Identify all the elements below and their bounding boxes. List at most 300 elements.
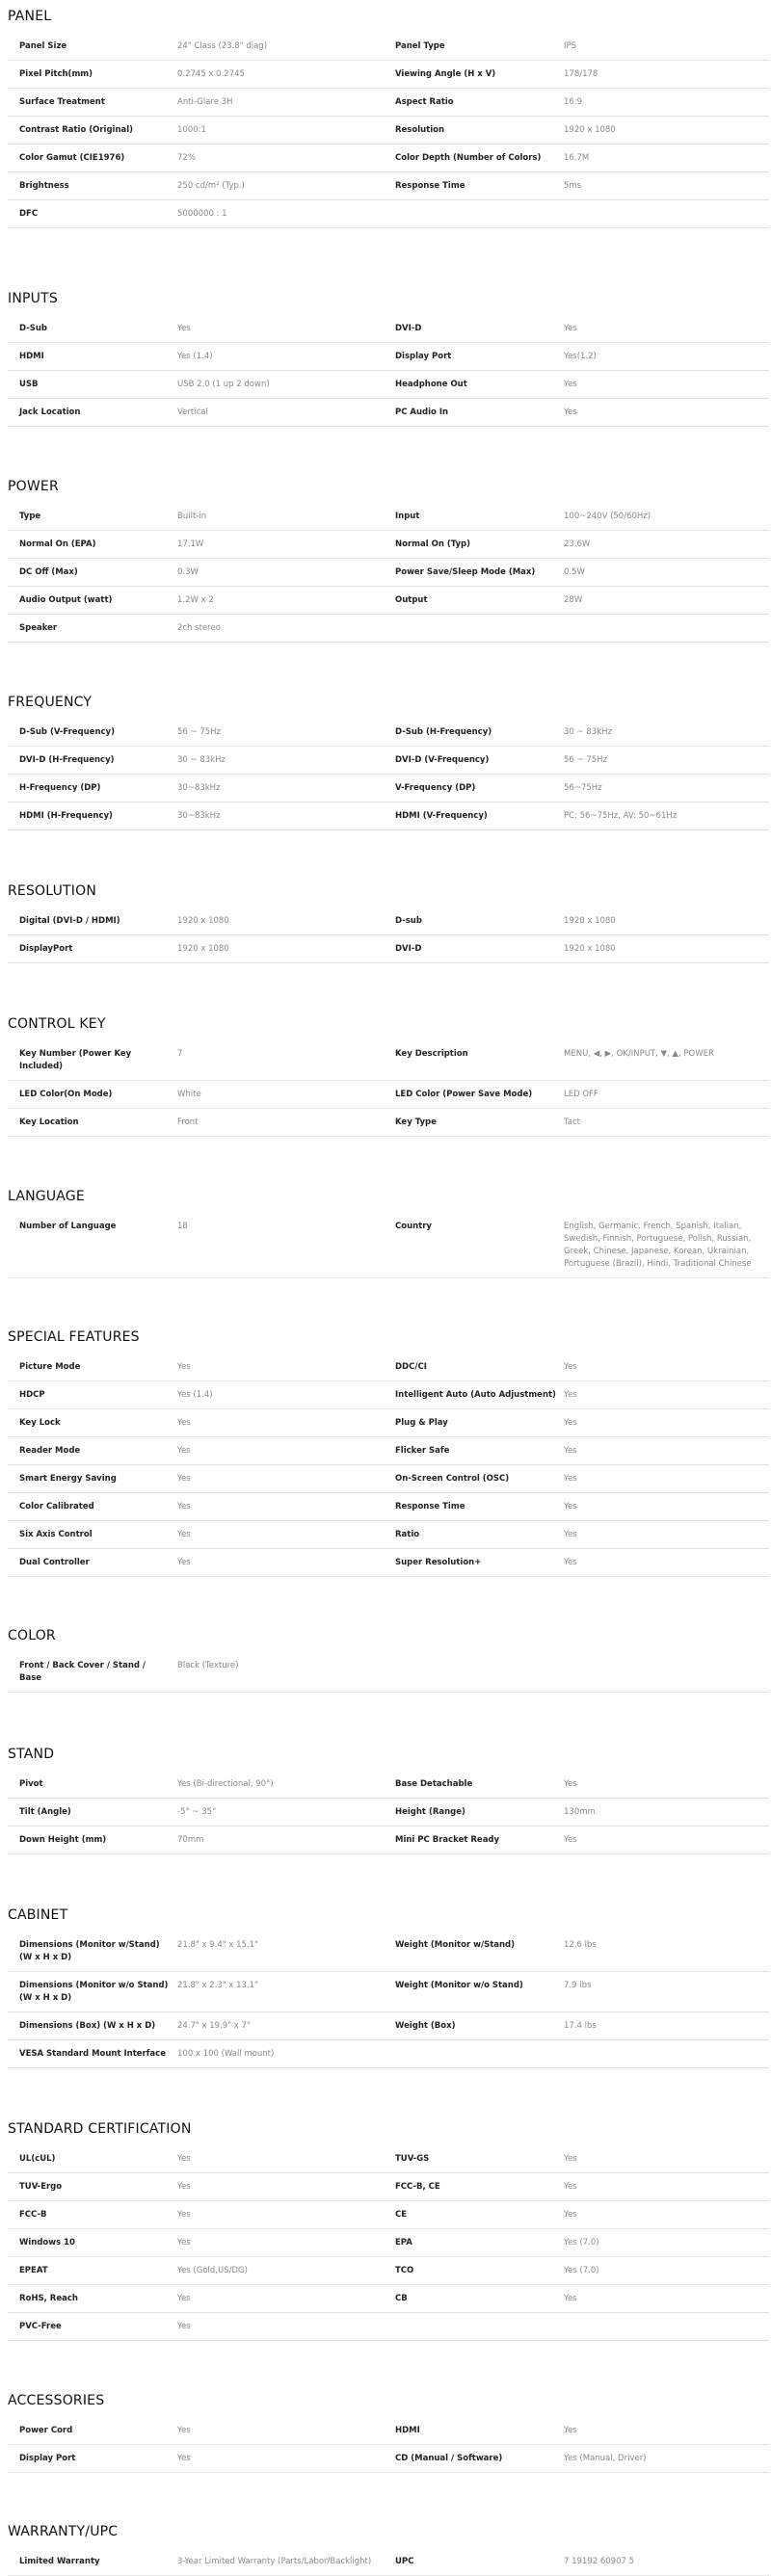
spec-rows xyxy=(8,2548,769,2576)
spec-label: RoHS, Reach xyxy=(19,2294,78,2303)
spec-value: 16.7M xyxy=(564,153,590,163)
spec-row xyxy=(8,907,769,935)
spec-label: DFC xyxy=(19,209,39,219)
spec-section-stand xyxy=(8,1738,769,1854)
spec-value: Yes xyxy=(177,1474,191,1484)
spec-value: Yes xyxy=(564,1418,577,1428)
spec-row xyxy=(8,89,769,117)
section-title: WARRANTY/UPC xyxy=(8,2524,119,2539)
spec-label: Brightness xyxy=(19,181,69,191)
spec-label: CE xyxy=(395,2210,408,2220)
spec-value: Front xyxy=(177,1117,199,1127)
spec-label: FCC-B, CE xyxy=(395,2182,440,2192)
spec-section-resolution xyxy=(8,875,769,963)
spec-label: PC Audio In xyxy=(395,407,449,417)
section-title: FREQUENCY xyxy=(8,695,93,710)
spec-value: Yes(1.2) xyxy=(564,352,597,361)
spec-value: 72% xyxy=(177,153,196,163)
spec-label: Plug & Play xyxy=(395,1418,448,1428)
spec-label: DisplayPort xyxy=(19,944,73,954)
spec-row xyxy=(8,1972,769,2012)
spec-value: Yes xyxy=(177,2454,191,2463)
spec-section-accessories xyxy=(8,2384,769,2473)
spec-value: Yes xyxy=(564,380,577,389)
spec-row xyxy=(8,2145,769,2173)
spec-label: Response Time xyxy=(395,181,465,191)
section-title: COLOR xyxy=(8,1628,56,1643)
spec-row xyxy=(8,1437,769,1465)
spec-label: Key Type xyxy=(395,1117,437,1127)
spec-value: 56 ~ 75Hz xyxy=(564,755,608,765)
spec-value: Yes xyxy=(177,2210,191,2220)
spec-row xyxy=(8,1081,769,1109)
spec-value: Black (Texture) xyxy=(177,1661,239,1670)
spec-label: EPA xyxy=(395,2238,412,2247)
spec-value: Yes (1.4) xyxy=(177,1390,213,1400)
spec-label: TUV-Ergo xyxy=(19,2182,63,2192)
spec-rows xyxy=(8,1354,769,1577)
spec-label: Aspect Ratio xyxy=(395,97,454,107)
section-title: LANGUAGE xyxy=(8,1189,85,1204)
spec-value: Yes xyxy=(564,1474,577,1484)
spec-rows xyxy=(8,1652,769,1693)
spec-value: -5° ~ 35° xyxy=(177,1807,217,1817)
spec-value: 24.7" x 19.9" x 7" xyxy=(177,2021,251,2031)
section-title: CABINET xyxy=(8,1907,68,1923)
spec-label: LED Color(On Mode) xyxy=(19,1090,113,1099)
spec-label: UPC xyxy=(395,2557,414,2566)
spec-value: 7 xyxy=(177,1049,183,1059)
spec-label xyxy=(395,1660,564,1685)
spec-row xyxy=(8,615,769,643)
spec-value: Yes xyxy=(564,1530,577,1539)
spec-row xyxy=(8,343,769,371)
spec-value: Yes xyxy=(177,2182,191,2192)
spec-value: Yes xyxy=(177,2238,191,2247)
spec-label: Intelligent Auto (Auto Adjustment) xyxy=(395,1390,556,1400)
spec-row xyxy=(8,531,769,559)
spec-label: Key Description xyxy=(395,1049,468,1059)
spec-value: 178/178 xyxy=(564,69,598,79)
spec-label: Color Calibrated xyxy=(19,1502,94,1511)
spec-rows xyxy=(8,2145,769,2341)
spec-label: Output xyxy=(395,595,428,605)
spec-value: 30~83kHz xyxy=(177,811,221,821)
spec-value: 21.8" x 2.3" x 13.1" xyxy=(177,1981,258,1990)
spec-label: D-sub xyxy=(395,916,422,926)
section-title: SPECIAL FEATURES xyxy=(8,1329,140,1345)
spec-row xyxy=(8,503,769,531)
spec-label: Resolution xyxy=(395,125,445,135)
spec-label: Reader Mode xyxy=(19,1446,81,1456)
spec-label xyxy=(395,622,564,635)
spec-value: 5ms xyxy=(564,181,582,191)
spec-label: Dual Controller xyxy=(19,1558,90,1567)
spec-label: HDMI (V-Frequency) xyxy=(395,811,488,821)
spec-label: D-Sub (V-Frequency) xyxy=(19,727,115,737)
spec-row xyxy=(8,719,769,747)
spec-row xyxy=(8,2257,769,2285)
spec-row xyxy=(8,935,769,963)
spec-label xyxy=(395,208,564,221)
spec-section-panel xyxy=(8,0,769,228)
spec-section-inputs xyxy=(8,282,769,427)
spec-value: Yes xyxy=(564,1558,577,1567)
spec-value: 100 x 100 (Wall mount) xyxy=(177,2049,275,2059)
section-title: INPUTS xyxy=(8,291,58,306)
spec-row xyxy=(8,145,769,172)
spec-label: Normal On (EPA) xyxy=(19,539,96,549)
spec-value: PC: 56~75Hz, AV: 50~61Hz xyxy=(564,811,678,821)
spec-value: Yes xyxy=(177,2154,191,2164)
section-title: RESOLUTION xyxy=(8,883,97,899)
spec-label: Panel Size xyxy=(19,41,67,51)
spec-row xyxy=(8,399,769,427)
spec-label: HDMI (H-Frequency) xyxy=(19,811,113,821)
spec-value: 100~240V (50/60Hz) xyxy=(564,512,651,521)
spec-label: Pivot xyxy=(19,1779,43,1789)
spec-label: Jack Location xyxy=(19,407,81,417)
spec-rows xyxy=(8,1213,769,1278)
spec-row xyxy=(8,2040,769,2068)
spec-value: 0.2745 x 0.2745 xyxy=(177,69,245,79)
spec-value xyxy=(564,1660,761,1685)
spec-label: Audio Output (watt) xyxy=(19,595,113,605)
spec-row xyxy=(8,1213,769,1278)
section-title: STAND xyxy=(8,1747,55,1762)
spec-row xyxy=(8,802,769,830)
spec-value: Yes (Gold,US/DG) xyxy=(177,2266,248,2275)
spec-value: 1920 x 1080 xyxy=(177,944,229,954)
spec-row xyxy=(8,1465,769,1493)
spec-rows xyxy=(8,2417,769,2473)
spec-value: Anti-Glare 3H xyxy=(177,97,233,107)
spec-row xyxy=(8,1652,769,1693)
spec-value: 24" Class (23.8" diag) xyxy=(177,41,268,51)
spec-label: Country xyxy=(395,1222,432,1231)
spec-value: 23.6W xyxy=(564,539,591,549)
spec-section-color xyxy=(8,1619,769,1693)
spec-label: HDMI xyxy=(19,352,44,361)
spec-value: Yes xyxy=(177,1362,191,1372)
spec-value: Yes xyxy=(564,1446,577,1456)
spec-value: 12.6 lbs xyxy=(564,1940,597,1950)
spec-row xyxy=(8,559,769,587)
spec-label: Input xyxy=(395,512,420,521)
spec-label: Limited Warranty xyxy=(19,2557,100,2566)
spec-row xyxy=(8,1932,769,1972)
spec-section-cabinet xyxy=(8,1899,769,2068)
spec-section-warranty-upc xyxy=(8,2515,769,2576)
spec-value: Yes xyxy=(564,1779,577,1789)
spec-row xyxy=(8,1381,769,1409)
spec-label: Speaker xyxy=(19,623,58,633)
spec-value: 30 ~ 83kHz xyxy=(564,727,612,737)
spec-row xyxy=(8,2417,769,2445)
spec-label: Ratio xyxy=(395,1530,420,1539)
spec-value: Yes xyxy=(564,324,577,333)
spec-row xyxy=(8,1040,769,1081)
spec-label: PVC-Free xyxy=(19,2322,62,2331)
spec-row xyxy=(8,1409,769,1437)
spec-label: EPEAT xyxy=(19,2266,48,2275)
spec-label: Number of Language xyxy=(19,1222,117,1231)
spec-row xyxy=(8,1549,769,1577)
spec-value: 1920 x 1080 xyxy=(564,944,616,954)
spec-value: 130mm xyxy=(564,1807,596,1817)
spec-row xyxy=(8,172,769,200)
spec-label: D-Sub xyxy=(19,324,47,333)
spec-value: Yes xyxy=(564,2210,577,2220)
spec-label: H-Frequency (DP) xyxy=(19,783,101,793)
spec-rows xyxy=(8,503,769,643)
spec-value: Yes xyxy=(564,2294,577,2303)
spec-label: Response Time xyxy=(395,1502,465,1511)
spec-value: Yes xyxy=(177,1558,191,1567)
spec-row xyxy=(8,1109,769,1137)
spec-value xyxy=(564,208,761,221)
spec-value: Yes xyxy=(177,324,191,333)
spec-row xyxy=(8,775,769,802)
spec-row xyxy=(8,1771,769,1799)
spec-value: Vertical xyxy=(177,407,208,417)
spec-label: Windows 10 xyxy=(19,2238,75,2247)
spec-label: DVI-D xyxy=(395,944,422,954)
spec-label: Power Save/Sleep Mode (Max) xyxy=(395,567,536,577)
spec-row xyxy=(8,2012,769,2040)
spec-label: DVI-D (V-Frequency) xyxy=(395,755,490,765)
spec-value: Yes xyxy=(564,407,577,417)
spec-value: 16:9 xyxy=(564,97,583,107)
spec-label: Dimensions (Monitor w/Stand) (W x H x D) xyxy=(19,1940,160,1962)
spec-label: FCC-B xyxy=(19,2210,47,2220)
spec-label: Color Gamut (CIE1976) xyxy=(19,153,125,163)
spec-value: 30~83kHz xyxy=(177,783,221,793)
spec-value: 70mm xyxy=(177,1835,204,1845)
spec-label: Dimensions (Box) (W x H x D) xyxy=(19,2021,156,2031)
spec-value: Yes xyxy=(177,1502,191,1511)
spec-value: Yes xyxy=(177,2294,191,2303)
spec-value: Yes xyxy=(564,1390,577,1400)
spec-value xyxy=(564,2048,761,2061)
spec-label: Base Detachable xyxy=(395,1779,473,1789)
spec-value: 21.8" x 9.4" x 15.1" xyxy=(177,1940,258,1950)
spec-rows xyxy=(8,719,769,830)
spec-label: UL(cUL) xyxy=(19,2154,56,2164)
spec-row xyxy=(8,1521,769,1549)
spec-row xyxy=(8,371,769,399)
spec-row xyxy=(8,2548,769,2576)
spec-row xyxy=(8,1827,769,1854)
spec-value: 3-Year Limited Warranty (Parts/Labor/Backlight) xyxy=(177,2557,372,2566)
spec-label: Power Cord xyxy=(19,2426,73,2435)
spec-value: 1920 x 1080 xyxy=(564,916,616,926)
spec-row xyxy=(8,200,769,228)
spec-value: Tact xyxy=(564,1117,580,1127)
spec-value: LED OFF xyxy=(564,1090,598,1099)
spec-value: 0.5W xyxy=(564,567,585,577)
spec-label: Height (Range) xyxy=(395,1807,465,1817)
spec-label: LED Color (Power Save Mode) xyxy=(395,1090,533,1099)
spec-value: Yes xyxy=(177,1530,191,1539)
spec-label: Display Port xyxy=(395,352,452,361)
spec-value: 1920 x 1080 xyxy=(177,916,229,926)
spec-row xyxy=(8,2285,769,2313)
spec-label: Weight (Monitor w/Stand) xyxy=(395,1940,516,1950)
spec-label: TUV-GS xyxy=(395,2154,430,2164)
spec-label: CB xyxy=(395,2294,408,2303)
spec-value: 7 19192 60907 5 xyxy=(564,2557,635,2566)
spec-section-power xyxy=(8,470,769,643)
spec-value: 5000000 : 1 xyxy=(177,209,227,219)
spec-value: 56~75Hz xyxy=(564,783,602,793)
spec-label: Key Lock xyxy=(19,1418,61,1428)
spec-row xyxy=(8,1799,769,1827)
spec-rows xyxy=(8,1932,769,2068)
spec-row xyxy=(8,61,769,89)
spec-value: Yes xyxy=(177,2426,191,2435)
spec-value: Yes (7.0) xyxy=(564,2266,599,2275)
spec-label: TCO xyxy=(395,2266,414,2275)
spec-row xyxy=(8,1354,769,1381)
spec-label: Surface Treatment xyxy=(19,97,105,107)
spec-label: HDMI xyxy=(395,2426,420,2435)
spec-value: IPS xyxy=(564,41,577,51)
spec-value: Yes xyxy=(177,1418,191,1428)
spec-value: Yes (7.0) xyxy=(564,2238,599,2247)
spec-label: Normal On (Typ) xyxy=(395,539,471,549)
spec-label: On-Screen Control (OSC) xyxy=(395,1474,510,1484)
spec-rows xyxy=(8,907,769,963)
spec-label: Down Height (mm) xyxy=(19,1835,107,1845)
spec-rows xyxy=(8,33,769,228)
spec-value: 2ch stereo xyxy=(177,623,221,633)
spec-value xyxy=(564,2321,761,2333)
spec-row xyxy=(8,2201,769,2229)
spec-label: Flicker Safe xyxy=(395,1446,450,1456)
spec-label: Type xyxy=(19,512,41,521)
spec-row xyxy=(8,2313,769,2341)
spec-label: Dimensions (Monitor w/o Stand) (W x H x D) xyxy=(19,1981,169,2003)
spec-label: Headphone Out xyxy=(395,380,467,389)
spec-label: Smart Energy Saving xyxy=(19,1474,117,1484)
spec-row xyxy=(8,117,769,145)
spec-value: Yes xyxy=(564,2182,577,2192)
spec-section-standard-certification xyxy=(8,2113,769,2341)
spec-value: Yes (Bi-directional, 90°) xyxy=(177,1779,274,1789)
spec-label: Contrast Ratio (Original) xyxy=(19,125,134,135)
spec-label: Display Port xyxy=(19,2454,76,2463)
spec-value: 0.3W xyxy=(177,567,199,577)
spec-value: 28W xyxy=(564,595,583,605)
spec-row xyxy=(8,747,769,775)
spec-label: VESA Standard Mount Interface xyxy=(19,2049,166,2059)
spec-row xyxy=(8,2173,769,2201)
spec-label: V-Frequency (DP) xyxy=(395,783,476,793)
spec-value: 56 ~ 75Hz xyxy=(177,727,222,737)
spec-value: Yes xyxy=(564,1362,577,1372)
spec-row xyxy=(8,2445,769,2473)
spec-label: USB xyxy=(19,380,39,389)
spec-value: 1920 x 1080 xyxy=(564,125,616,135)
section-title: ACCESSORIES xyxy=(8,2393,105,2408)
spec-section-special-features xyxy=(8,1321,769,1577)
spec-label: Front / Back Cover / Stand / Base xyxy=(19,1661,146,1683)
spec-label: Pixel Pitch(mm) xyxy=(19,69,93,79)
spec-value: MENU, ◀, ▶, OK/INPUT, ▼, ▲, POWER xyxy=(564,1049,714,1059)
section-title: PANEL xyxy=(8,9,52,24)
spec-row xyxy=(8,1493,769,1521)
spec-value: Built-in xyxy=(177,512,207,521)
spec-value: Yes xyxy=(564,2426,577,2435)
spec-label: Color Depth (Number of Colors) xyxy=(395,153,542,163)
spec-rows xyxy=(8,1040,769,1137)
section-title: STANDARD CERTIFICATION xyxy=(8,2121,192,2137)
spec-row xyxy=(8,33,769,61)
spec-section-language xyxy=(8,1180,769,1278)
spec-label: DVI-D (H-Frequency) xyxy=(19,755,115,765)
spec-label: DVI-D xyxy=(395,324,422,333)
spec-label: Key Location xyxy=(19,1117,79,1127)
spec-label: Six Axis Control xyxy=(19,1530,93,1539)
spec-value: Yes xyxy=(177,1446,191,1456)
spec-value: 18 xyxy=(177,1222,188,1231)
spec-value: White xyxy=(177,1090,201,1099)
spec-label: HDCP xyxy=(19,1390,45,1400)
spec-rows xyxy=(8,1771,769,1854)
spec-label: Mini PC Bracket Ready xyxy=(395,1835,500,1845)
spec-row xyxy=(8,315,769,343)
spec-label: Key Number (Power Key Included) xyxy=(19,1049,132,1071)
section-title: CONTROL KEY xyxy=(8,1016,106,1032)
spec-rows xyxy=(8,315,769,427)
spec-value: 1.2W x 2 xyxy=(177,595,214,605)
spec-label xyxy=(395,2048,564,2061)
spec-value: 17.1W xyxy=(177,539,204,549)
spec-label: D-Sub (H-Frequency) xyxy=(395,727,492,737)
spec-label: Tilt (Angle) xyxy=(19,1807,71,1817)
spec-value: Yes xyxy=(564,1502,577,1511)
section-title: POWER xyxy=(8,479,59,494)
spec-value: Yes (Manual, Driver) xyxy=(564,2454,647,2463)
spec-label: Weight (Monitor w/o Stand) xyxy=(395,1981,523,1990)
spec-section-control-key xyxy=(8,1008,769,1137)
spec-section-frequency xyxy=(8,686,769,830)
spec-value xyxy=(564,622,761,635)
spec-value: USB 2.0 (1 up 2 down) xyxy=(177,380,270,389)
spec-row xyxy=(8,587,769,615)
spec-value: 17.4 lbs xyxy=(564,2021,597,2031)
spec-value: 1000:1 xyxy=(177,125,206,135)
spec-value: 7.9 lbs xyxy=(564,1981,592,1990)
spec-label: Panel Type xyxy=(395,41,445,51)
spec-value: 250 cd/m² (Typ.) xyxy=(177,181,245,191)
spec-value: Yes (1.4) xyxy=(177,352,213,361)
spec-label: Viewing Angle (H x V) xyxy=(395,69,496,79)
spec-value: 30 ~ 83kHz xyxy=(177,755,226,765)
spec-value: Yes xyxy=(177,2322,191,2331)
spec-label: DC Off (Max) xyxy=(19,567,78,577)
spec-label xyxy=(395,2321,564,2333)
spec-value: Yes xyxy=(564,2154,577,2164)
spec-label: Picture Mode xyxy=(19,1362,81,1372)
spec-label: Digital (DVI-D / HDMI) xyxy=(19,916,120,926)
spec-row xyxy=(8,2229,769,2257)
spec-label: CD (Manual / Software) xyxy=(395,2454,503,2463)
spec-value: Yes xyxy=(564,1835,577,1845)
spec-label: Super Resolution+ xyxy=(395,1558,482,1567)
spec-label: Weight (Box) xyxy=(395,2021,456,2031)
